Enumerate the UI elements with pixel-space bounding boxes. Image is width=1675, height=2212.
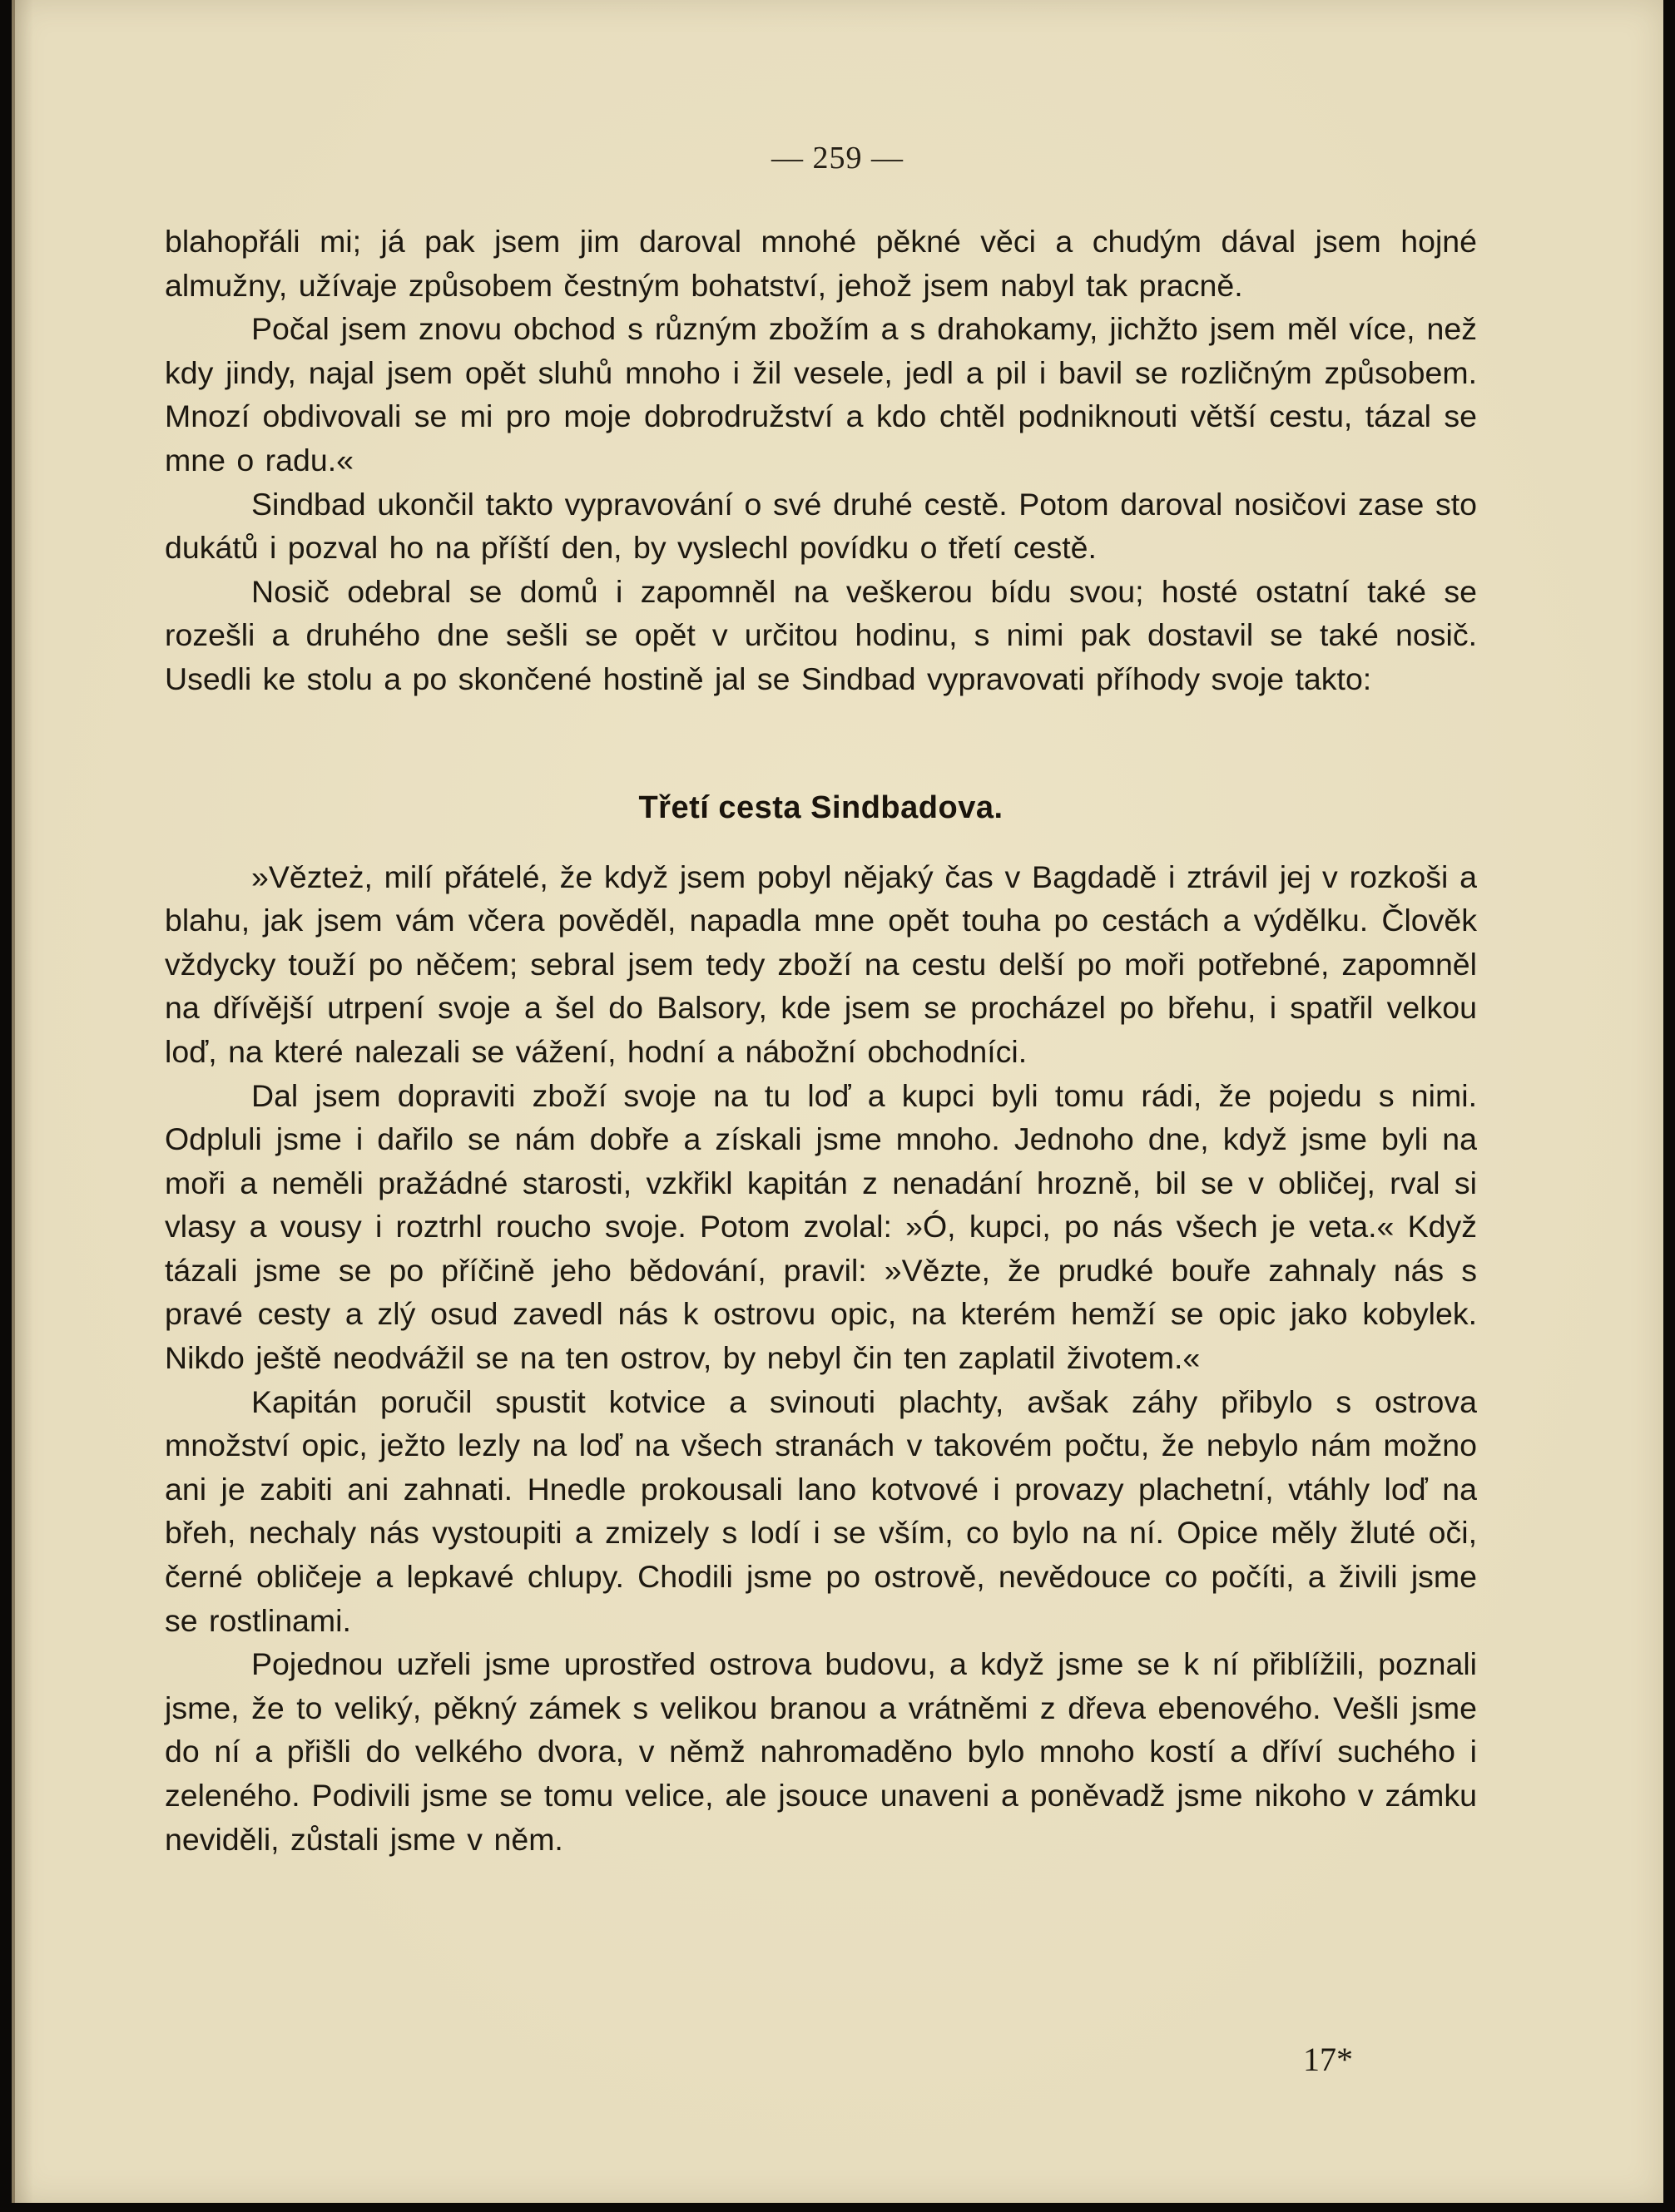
paragraph: Kapitán poručil spustit kotvice a svinouti plachty, avšak záhy přibylo s ostrova množství opic, ježto lezly na loď na všech stranách v takovém počtu, že nebylo nám možno ani je zabiti ani zahnati. Hnedle prokousali lano kotvové i provazy plachetní, vtáhly loď na břeh, nechaly nás vystoupiti a zmizely s lodí i se vším, co bylo na ní. Opice měly žluté oči, černé obličeje a lepkavé chlupy. Chodili jsme po ostrově, nevědouce co počíti, a živili jsme se rostlinami. [165,1383,1477,1638]
page-text-block [165,220,1477,1861]
printer-signature-mark: 17* [1303,2041,1353,2078]
page-spine-edge [12,0,15,2203]
paragraph: Pojednou uzřeli jsme uprostřed ostrova budovu, a když jsme se k ní přiblížili, poznali jsme, že to veliký, pěkný zámek s velikou branou a vrátněmi z dřeva ebenového. Vešli jsme do ní a přišli do velkého dvora, v němž nahromaděno bylo mnoho kostí a dříví suchého i zeleného. Podivili jsme se tomu velice, ale jsouce unaveni a poněvadž jsme nikoho v zámku neviděli, zůstali jsme v něm. [165,1646,1477,1857]
paragraph-continued: blahopřáli mi; já pak jsem jim daroval mnohé pěkné věci a chudým dával jsem hojné almužny, užívaje způsobem čestným bohatství, jehož jsem nabyl tak pracně. [165,224,1477,303]
page-number: — 259 — [771,141,904,176]
paragraph: »Vězteż, milí přátelé, že když jsem pobyl nějaký čas v Bagdadě i ztrávil jej v rozkoši a blahu, jak jsem vám včera pověděl, napadla mne opět touha po cestách a výdělku. Člověk vždycky touží po něčem; sebral jsem tedy zboží na cestu delší po moři potřebné, zapomněl na dřívější utrpení svoje a šel do Balsory, kde jsem se procházel po břehu, i spatřil velkou loď, na které nalezali se vážení, hodní a nábožní obchodníci. [165,859,1477,1069]
paragraph: Nosič odebral se domů i zapomněl na veškerou bídu svou; hosté ostatní také se rozešli a druhého dne sešli se opět v určitou hodinu, s nimi pak dostavil se také nosič. Usedli ke stolu a po skončené hostině jal se Sindbad vypravovati příhody svoje takto: [165,573,1477,696]
book-page [12,0,1663,2203]
chapter-heading: Třetí cesta Sindbadova. [638,789,1004,825]
paragraph: Počal jsem znovu obchod s různým zbožím a s drahokamy, jichžto jsem měl více, než kdy jindy, najal jsem opět sluhů mnoho i žil vesele, jedl a pil i bavil se rozličným způsobem. Mnozí obdivovali se mi pro moje dobrodružství a kdo chtěl podniknouti větší cestu, tázal se mne o radu.« [165,311,1477,478]
paragraph: Dal jsem dopraviti zboží svoje na tu loď a kupci byli tomu rádi, že pojedu s nimi. Odpluli jsme i dařilo se nám dobře a získali jsme mnoho. Jednoho dne, když jsme byli na moři a neměli pražádné starosti, vzkřikl kapitán z nenadání hrozně, bil se v obličej, rval si vlasy a vousy i roztrhl roucho svoje. Potom zvolal: »Ó, kupci, po nás všech je veta.« Když tázali jsme se po příčině jeho bědování, pravil: »Vězte, že prudké bouře zahnaly nás s pravé cesty a zlý osud zavedl nás k ostrovu opic, na kterém hemží se opic jako kobylek. Nikdo ještě neodvážil se na ten ostrov, by nebyl čin ten zaplatil životem.« [165,1077,1477,1376]
paragraph: Sindbad ukončil takto vypravování o své druhé cestě. Potom daroval nosičovi zase sto dukátů i pozval ho na příští den, by vyslechl povídku o třetí cestě. [165,486,1477,566]
